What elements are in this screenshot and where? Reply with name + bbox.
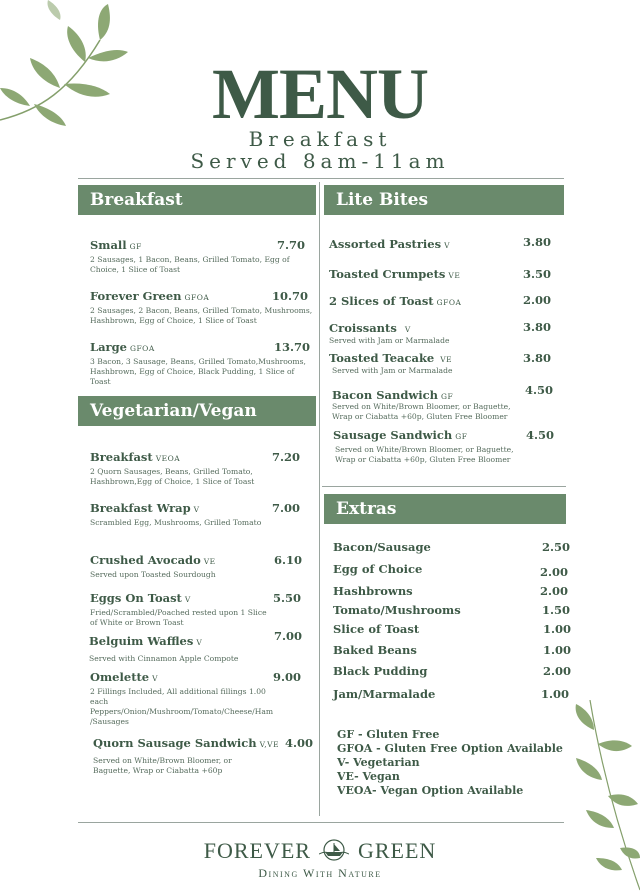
item-description: Scrambled Egg, Mushrooms, Grilled Tomato <box>90 518 262 527</box>
service-hours: Served 8am-11am <box>190 149 450 173</box>
dietary-tag: VE <box>203 557 216 566</box>
dietary-tag: VE <box>440 355 453 364</box>
item-description: Served upon Toasted Sourdough <box>90 570 216 579</box>
item-price: 2.50 <box>542 540 571 554</box>
item-name: Assorted Pastries V <box>329 237 450 251</box>
key-entry: V- Vegetarian <box>337 756 420 769</box>
item-name: Small GF <box>90 238 142 252</box>
item-price: 3.80 <box>523 320 552 334</box>
item-price: 3.50 <box>523 267 552 281</box>
item-description: 2 Sausages, 1 Bacon, Beans, Grilled Tomato, Egg of Choice, 1 Slice of Toast <box>90 255 290 274</box>
dietary-tag: V <box>196 638 203 647</box>
menu-item <box>90 238 316 275</box>
menu-item <box>90 340 310 387</box>
item-description: Served with Jam or Marmalade <box>329 336 450 345</box>
item-price: 1.00 <box>543 622 572 636</box>
extra-item <box>333 603 573 617</box>
item-description: 2 Fillings Included, All additional fillings 1.00 each Peppers/Onion/Mushroom/Tomato/Cheese/Ham /Sausages <box>90 687 274 726</box>
item-description: Served with Jam or Marmalade <box>332 366 453 375</box>
dietary-tag: GF <box>129 242 142 251</box>
item-name: Sausage Sandwich GF <box>333 428 468 442</box>
item-price: 13.70 <box>274 340 311 354</box>
dietary-tag: VEOA <box>155 454 181 463</box>
item-price: 2.00 <box>543 664 572 678</box>
item-price: 4.50 <box>525 383 554 397</box>
menu-item <box>90 553 303 580</box>
brand-tagline: Dining With Nature <box>258 866 382 880</box>
item-name: Quorn Sausage Sandwich V,VE <box>93 736 280 750</box>
section-header-breakfast: Breakfast <box>78 185 316 215</box>
item-name: Croissants V <box>329 321 411 335</box>
item-name: Tomato/Mushrooms <box>333 603 461 617</box>
menu-item <box>90 501 301 528</box>
item-name: Breakfast Wrap V <box>90 501 200 515</box>
menu-item <box>329 351 559 376</box>
item-price: 5.50 <box>273 591 302 605</box>
menu-item <box>90 591 302 628</box>
item-description: Served on White/Brown Bloomer, or Baguette, Wrap or Ciabatta +60p <box>93 756 232 775</box>
key-entry: GF - Gluten Free <box>337 728 440 741</box>
key-entry: VE- Vegan <box>337 770 400 783</box>
item-name: Forever Green GFOA <box>90 289 210 303</box>
item-price: 4.50 <box>526 428 555 442</box>
item-description: 2 Quorn Sausages, Beans, Grilled Tomato, Hashbrown,Egg of Choice, 1 Slice of Toast <box>90 467 255 486</box>
key-entry: VEOA- Vegan Option Available <box>337 784 524 797</box>
dietary-tag: GFOA <box>129 344 155 353</box>
menu-item <box>90 670 302 727</box>
item-price: 1.50 <box>542 603 571 617</box>
item-name: Black Pudding <box>333 664 428 678</box>
top-rule <box>78 178 564 179</box>
center-divider <box>319 182 320 816</box>
menu-item <box>332 383 554 422</box>
item-price: 10.70 <box>272 289 309 303</box>
section-header-vegetarian: Vegetarian/Vegan <box>78 396 316 426</box>
menu-item <box>333 428 559 465</box>
item-price: 7.20 <box>272 450 301 464</box>
item-name: 2 Slices of Toast GFOA <box>329 294 462 308</box>
item-name: Breakfast VEOA <box>90 450 181 464</box>
item-price: 1.00 <box>541 687 570 701</box>
menu-item <box>329 267 559 281</box>
extra-item <box>333 687 573 701</box>
item-name: Slice of Toast <box>333 622 420 636</box>
item-price: 1.00 <box>543 643 572 657</box>
dietary-tag: VE <box>448 271 461 280</box>
item-name: Eggs On Toast V <box>90 591 191 605</box>
item-price: 9.00 <box>273 670 302 684</box>
section-header-lite-bites: Lite Bites <box>324 185 564 215</box>
extra-item <box>333 584 573 598</box>
bottom-rule <box>78 822 564 823</box>
item-description: Served on White/Brown Bloomer, or Baguette, Wrap or Ciabatta +60p, Gluten Free Bloomer <box>335 445 514 464</box>
extra-item <box>333 622 573 636</box>
dietary-tag: V <box>444 241 450 250</box>
menu-item <box>89 629 303 664</box>
item-description: Served with Cinnamon Apple Compote <box>89 654 239 663</box>
item-description: Fried/Scrambled/Poached rested upon 1 Slice of White or Brown Toast <box>90 608 267 627</box>
item-name: Belguim Waffles V <box>89 634 203 648</box>
section-header-extras: Extras <box>324 494 566 524</box>
dietary-tag: GF <box>441 392 454 401</box>
dietary-tag: V <box>184 595 191 604</box>
extra-item <box>333 540 573 554</box>
menu-item <box>90 289 318 326</box>
item-description: 3 Bacon, 3 Sausage, Beans, Grilled Tomato,Mushrooms, Hashbrown, Egg of Choice, Black Pudding, 1 Slice of Toast <box>90 357 306 386</box>
item-name: Hashbrowns <box>333 584 413 598</box>
item-price: 7.00 <box>272 501 301 515</box>
item-name: Baked Beans <box>333 643 417 657</box>
dietary-tag: GF <box>455 432 468 441</box>
item-name: Egg of Choice <box>333 562 423 576</box>
item-name: Bacon/Sausage <box>333 540 431 554</box>
item-price: 3.80 <box>523 351 552 365</box>
menu-item <box>90 450 301 487</box>
item-name: Omelette V <box>90 670 159 684</box>
item-price: 7.70 <box>277 238 306 252</box>
item-price: 7.00 <box>274 629 303 643</box>
menu-item <box>329 237 559 251</box>
logo-text-right: GREEN <box>357 838 437 863</box>
item-name: Toasted Crumpets VE <box>329 267 461 281</box>
item-price: 3.80 <box>523 235 552 249</box>
menu-item <box>93 736 315 776</box>
dietary-tag: GFOA <box>184 293 210 302</box>
item-name: Large GFOA <box>90 340 155 354</box>
key-entry: GFOA - Gluten Free Option Available <box>337 742 563 755</box>
item-name: Bacon Sandwich GF <box>332 388 454 402</box>
item-price: 6.10 <box>274 553 303 567</box>
item-description: 2 Sausages, 2 Bacon, Beans, Grilled Tomato, Mushrooms, Hashbrown, Egg of Choice, 1 Slice of Toast <box>90 306 313 325</box>
item-name: Crushed Avocado VE <box>90 553 216 567</box>
item-name: Toasted Teacake VE <box>329 351 453 365</box>
item-price: 2.00 <box>540 584 569 598</box>
item-price: 2.00 <box>523 293 552 307</box>
extra-item <box>333 664 573 678</box>
menu-item <box>329 294 559 308</box>
brand-logo <box>0 838 640 864</box>
dietary-tag: V <box>193 505 200 514</box>
item-description: Served on White/Brown Bloomer, or Baguette, Wrap or Ciabatta +60p, Gluten Free Bloomer <box>332 402 511 421</box>
menu-item <box>329 321 559 346</box>
dietary-key <box>337 728 563 798</box>
item-price: 2.00 <box>540 565 569 579</box>
item-name: Jam/Marmalade <box>333 687 436 701</box>
dietary-tag: GFOA <box>436 298 462 307</box>
page-title: MENU <box>212 54 428 134</box>
dietary-tag: V <box>152 674 159 683</box>
dietary-tag: V,VE <box>259 740 280 749</box>
extras-rule <box>322 486 566 487</box>
logo-text-left: FOREVER <box>203 838 311 863</box>
page-subtitle: Breakfast <box>248 127 392 151</box>
dietary-tag: V <box>404 325 411 334</box>
extra-item <box>333 562 573 579</box>
item-price: 4.00 <box>285 736 314 750</box>
boat-logo-icon <box>319 839 349 861</box>
extra-item <box>333 643 573 657</box>
